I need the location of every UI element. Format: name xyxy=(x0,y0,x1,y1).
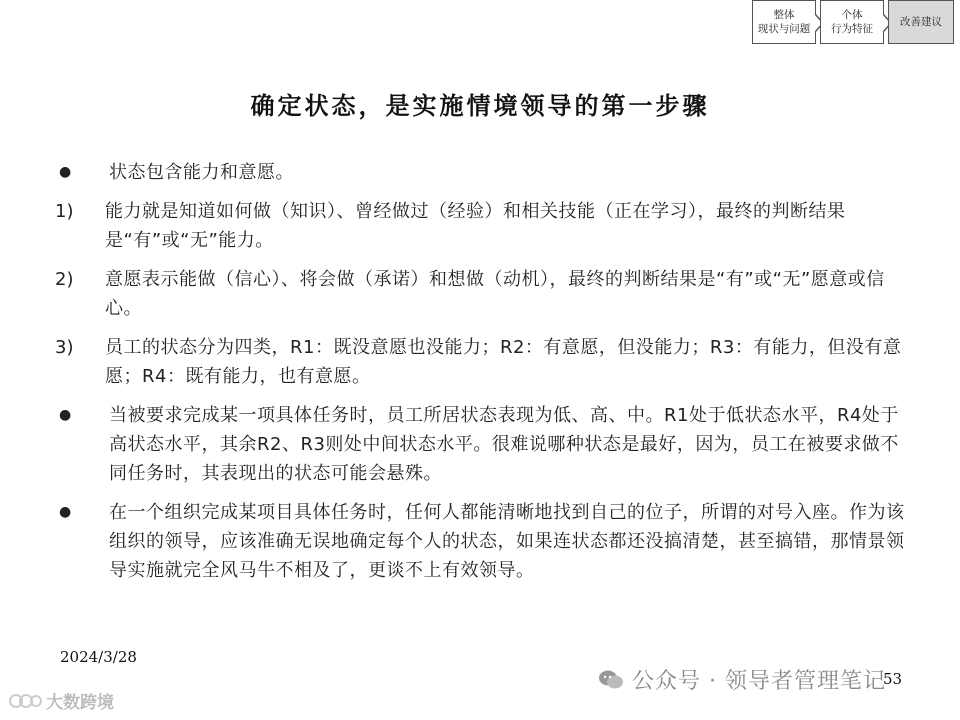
list-item xyxy=(55,498,915,585)
section-nav xyxy=(752,0,954,44)
number-marker: 3) xyxy=(55,337,74,358)
list-item xyxy=(55,158,915,187)
brand-watermark xyxy=(8,688,114,713)
wechat-watermark xyxy=(598,664,886,695)
number-marker: 1) xyxy=(55,201,74,222)
list-item-text: 员工的状态分为四类，R1：既没意愿也没能力；R2：有意愿，但没能力；R3：有能力，但没有意愿；R4：既有能力，也有意愿。 xyxy=(105,337,902,387)
nav-tab-overall[interactable] xyxy=(752,0,816,44)
content-list xyxy=(55,158,915,595)
list-item-text: 当被要求完成某一项具体任务时，员工所居状态表现为低、高、中。R1处于低状态水平，R4处于高状态水平，其余R2、R3则处中间状态水平。很难说哪种状态是最好，因为，员工在被要求做不同任务时，其表现出的状态可能会悬殊。 xyxy=(109,405,899,484)
bullet-marker: ● xyxy=(59,504,72,520)
list-item-text: 在一个组织完成某项目具体任务时，任何人都能清晰地找到自己的位子，所谓的对号入座。作为该组织的领导，应该准确无误地确定每个人的状态，如果连状态都还没搞清楚，甚至搞错，那情景领导实施就完全风马牛不相及了，更谈不上有效领导。 xyxy=(109,502,905,581)
brand-watermark-text: 大数跨境 xyxy=(46,693,114,713)
slide-title: 确定状态，是实施情境领导的第一步骤 xyxy=(250,92,710,120)
list-item xyxy=(55,197,915,255)
nav-tab-label: 改善建议 xyxy=(900,16,942,28)
page-number: 53 xyxy=(883,670,903,688)
list-item-text: 能力就是知道如何做（知识）、曾经做过（经验）和相关技能（正在学习），最终的判断结果是“有”或“无”能力。 xyxy=(105,201,846,251)
number-marker: 2) xyxy=(55,269,74,290)
list-item xyxy=(55,401,915,488)
wechat-watermark-text: 公众号 · 领导者管理笔记 xyxy=(632,669,886,694)
nav-tab-label: 整体 现状与问题 xyxy=(757,9,811,35)
bullet-marker: ● xyxy=(59,407,72,423)
list-item-text: 状态包含能力和意愿。 xyxy=(109,162,294,183)
list-item xyxy=(55,333,915,391)
list-item-text: 意愿表示能做（信心）、将会做（承诺）和想做（动机），最终的判断结果是“有”或“无”愿意或信心。 xyxy=(105,269,885,319)
nav-tab-suggestions[interactable] xyxy=(888,0,954,44)
nav-tab-individual[interactable] xyxy=(820,0,884,44)
nav-tab-label: 个体 行为特征 xyxy=(831,9,873,35)
list-item xyxy=(55,265,915,323)
brand-logo-icon xyxy=(8,691,42,711)
footer-date: 2024/3/28 xyxy=(60,648,137,666)
wechat-icon xyxy=(598,669,624,691)
bullet-marker: ● xyxy=(59,164,72,180)
